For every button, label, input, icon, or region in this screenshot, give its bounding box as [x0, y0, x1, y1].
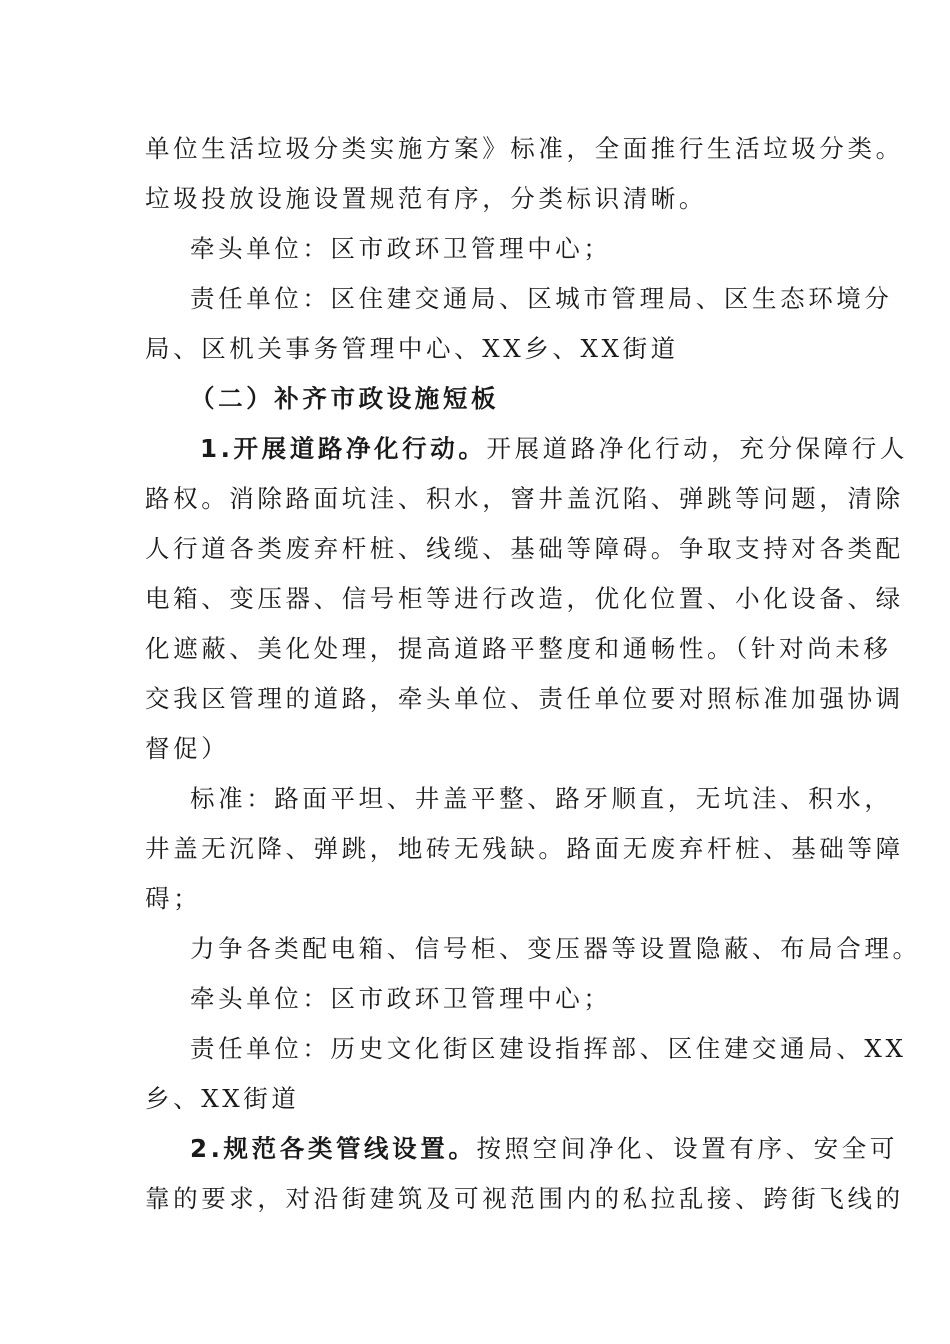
- subsection-paragraph-start: [200, 434, 908, 464]
- body-text-line: 局、区机关事务管理中心、XX乡、XX街道: [145, 334, 679, 363]
- section-heading: （二）补齐市政设施短板: [190, 384, 500, 413]
- responsible-unit-line: 责任单位：区住建交通局、区城市管理局、区生态环境分: [190, 284, 893, 313]
- body-text-line: 人行道各类废弃杆桩、线缆、基础等障碍。争取支持对各类配: [145, 534, 904, 563]
- responsible-unit-line: 责任单位：历史文化街区建设指挥部、区住建交通局、XX: [190, 1034, 907, 1063]
- lead-unit-line: 牵头单位：区市政环卫管理中心；: [190, 984, 612, 1013]
- body-text-line: 路权。消除路面坑洼、积水，窨井盖沉陷、弹跳等问题，清除: [145, 484, 904, 513]
- body-text-line: 单位生活垃圾分类实施方案》标准，全面推行生活垃圾分类。: [145, 134, 904, 163]
- body-text-line: 碍；: [145, 884, 202, 913]
- body-text-line: 交我区管理的道路，牵头单位、责任单位要对照标准加强协调: [145, 684, 904, 713]
- body-text-line: 靠的要求，对沿街建筑及可视范围内的私拉乱接、跨街飞线的: [145, 1184, 904, 1213]
- standard-line: 标准：路面平坦、井盖平整、路牙顺直，无坑洼、积水，: [190, 784, 893, 813]
- body-text-line: 力争各类配电箱、信号柜、变压器等设置隐蔽、布局合理。: [190, 934, 921, 963]
- subsection-title: 1.开展道路净化行动。: [200, 434, 487, 463]
- lead-unit-line: 牵头单位：区市政环卫管理中心；: [190, 234, 612, 263]
- body-text-line: 化遮蔽、美化处理，提高道路平整度和通畅性。（针对尚未移: [145, 634, 892, 663]
- body-text-line: 垃圾投放设施设置规范有序，分类标识清晰。: [145, 184, 707, 213]
- body-text-line: 井盖无沉降、弹跳，地砖无残缺。路面无废弃杆桩、基础等障: [145, 834, 904, 863]
- body-text-inline: 按照空间净化、设置有序、安全可: [476, 1134, 898, 1163]
- subsection-paragraph-start: [190, 1134, 898, 1164]
- body-text-line: 乡、XX街道: [145, 1084, 300, 1113]
- subsection-title: 2.规范各类管线设置。: [190, 1134, 477, 1163]
- body-text-inline: 开展道路净化行动，充分保障行人: [486, 434, 908, 463]
- body-text-line: 电箱、变压器、信号柜等进行改造，优化位置、小化设备、绿: [145, 584, 904, 613]
- body-text-line: 督促）: [145, 734, 230, 763]
